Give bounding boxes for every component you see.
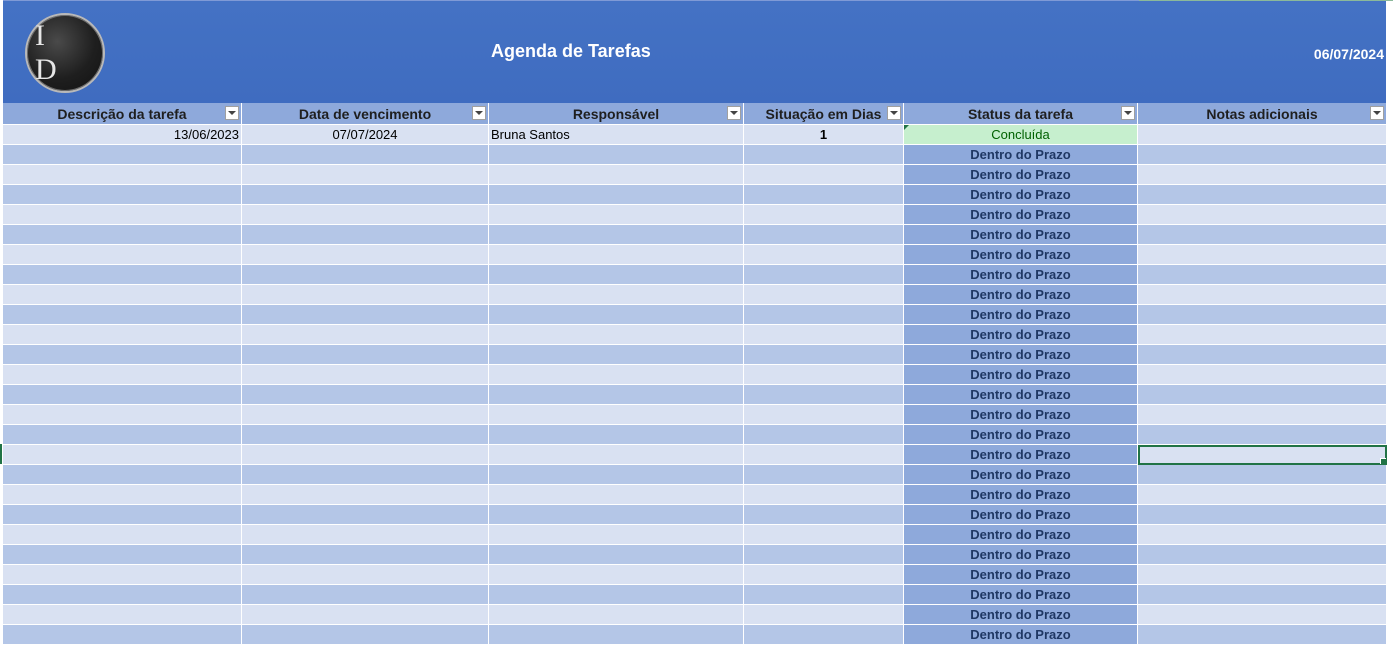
cell-situacao[interactable]: 1 [744,125,904,145]
cell-vencimento[interactable] [242,445,489,465]
cell-situacao[interactable] [744,405,904,425]
cell-descricao[interactable]: 13/06/2023 [3,125,242,145]
cell-status[interactable]: Dentro do Prazo [904,145,1138,165]
column-header-notas[interactable] [1138,103,1387,125]
cell-descricao[interactable] [3,545,242,565]
cell-notas[interactable] [1138,125,1387,145]
filter-dropdown-icon[interactable] [225,106,239,120]
sheet-gridline [1139,0,1393,1]
cell-situacao[interactable] [744,185,904,205]
table-row [3,585,1387,605]
cell-descricao[interactable] [3,165,242,185]
cell-responsavel[interactable] [489,505,744,525]
cell-situacao[interactable] [744,365,904,385]
cell-vencimento[interactable] [242,405,489,425]
cell-status[interactable]: Dentro do Prazo [904,445,1138,465]
cell-descricao[interactable] [3,485,242,505]
cell-descricao[interactable] [3,325,242,345]
cell-responsavel[interactable] [489,465,744,485]
cell-notas[interactable] [1138,185,1387,205]
cell-vencimento[interactable] [242,165,489,185]
cell-situacao[interactable] [744,385,904,405]
cell-responsavel[interactable] [489,585,744,605]
cell-responsavel[interactable] [489,625,744,645]
cell-vencimento[interactable] [242,425,489,445]
cell-responsavel[interactable] [489,185,744,205]
cell-descricao[interactable] [3,505,242,525]
cell-vencimento[interactable] [242,245,489,265]
cell-vencimento[interactable] [242,585,489,605]
cell-vencimento[interactable] [242,325,489,345]
cell-situacao[interactable] [744,505,904,525]
cell-descricao[interactable] [3,185,242,205]
logo-text: I D [35,19,67,86]
cell-situacao[interactable] [744,245,904,265]
cell-status[interactable]: Dentro do Prazo [904,225,1138,245]
cell-descricao[interactable] [3,405,242,425]
cell-responsavel[interactable] [489,365,744,385]
table-row [3,485,1387,505]
column-header-vencimento[interactable] [242,103,489,125]
column-header-label: Notas adicionais [1206,106,1318,122]
column-header-descricao[interactable] [3,103,242,125]
cell-responsavel[interactable] [489,425,744,445]
cell-situacao[interactable] [744,565,904,585]
cell-vencimento[interactable] [242,565,489,585]
column-header-label: Situação em Dias [765,106,882,122]
cell-responsavel[interactable] [489,445,744,465]
cell-status[interactable]: Dentro do Prazo [904,205,1138,225]
cell-situacao[interactable] [744,305,904,325]
cell-notas[interactable] [1138,405,1387,425]
cell-descricao[interactable] [3,205,242,225]
table-row [3,185,1387,205]
cell-notas[interactable] [1138,445,1387,465]
cell-notas[interactable] [1138,565,1387,585]
table-row [3,225,1387,245]
cell-status[interactable]: Dentro do Prazo [904,585,1138,605]
cell-status[interactable]: Dentro do Prazo [904,565,1138,585]
cell-notas[interactable] [1138,585,1387,605]
cell-responsavel[interactable] [489,605,744,625]
cell-status[interactable]: Dentro do Prazo [904,385,1138,405]
cell-situacao[interactable] [744,625,904,645]
cell-situacao[interactable] [744,585,904,605]
table-row [3,305,1387,325]
column-header-situacao[interactable] [744,103,904,125]
cell-notas[interactable] [1138,265,1387,285]
cell-status[interactable]: Dentro do Prazo [904,365,1138,385]
cell-situacao[interactable] [744,445,904,465]
cell-notas[interactable] [1138,285,1387,305]
table-row [3,125,1387,145]
column-header-label: Descrição da tarefa [57,106,187,122]
cell-status[interactable]: Concluída [904,125,1138,145]
cell-vencimento[interactable] [242,505,489,525]
cell-vencimento[interactable] [242,205,489,225]
table-row [3,205,1387,225]
task-table [3,103,1387,645]
cell-descricao[interactable] [3,625,242,645]
table-row [3,525,1387,545]
cell-notas[interactable] [1138,605,1387,625]
cell-situacao[interactable] [744,545,904,565]
cell-notas[interactable] [1138,365,1387,385]
cell-vencimento[interactable] [242,365,489,385]
table-row [3,285,1387,305]
table-header-row [3,103,1387,125]
cell-notas[interactable] [1138,225,1387,245]
cell-status[interactable]: Dentro do Prazo [904,285,1138,305]
cell-responsavel[interactable] [489,265,744,285]
cell-responsavel[interactable] [489,405,744,425]
cell-status[interactable]: Dentro do Prazo [904,605,1138,625]
cell-descricao[interactable] [3,525,242,545]
cell-responsavel[interactable] [489,325,744,345]
cell-notas[interactable] [1138,385,1387,405]
cell-responsavel[interactable] [489,305,744,325]
filter-dropdown-icon[interactable] [1370,106,1384,120]
table-row [3,365,1387,385]
cell-notas[interactable] [1138,165,1387,185]
cell-notas[interactable] [1138,345,1387,365]
cell-responsavel[interactable] [489,545,744,565]
filter-dropdown-icon[interactable] [887,106,901,120]
table-row [3,245,1387,265]
cell-situacao[interactable] [744,145,904,165]
table-row [3,345,1387,365]
cell-vencimento[interactable] [242,485,489,505]
cell-responsavel[interactable] [489,285,744,305]
cell-vencimento[interactable] [242,625,489,645]
cell-status[interactable]: Dentro do Prazo [904,265,1138,285]
sheet-header-banner [3,0,1386,103]
column-header-responsavel[interactable] [489,103,744,125]
company-logo [25,13,105,93]
cell-situacao[interactable] [744,465,904,485]
cell-notas[interactable] [1138,625,1387,645]
cell-situacao[interactable] [744,205,904,225]
column-header-label: Status da tarefa [967,106,1074,122]
table-row [3,545,1387,565]
column-header-label: Responsável [572,106,660,122]
cell-descricao[interactable] [3,265,242,285]
filter-dropdown-icon[interactable] [472,106,486,120]
cell-descricao[interactable] [3,585,242,605]
cell-status[interactable]: Dentro do Prazo [904,185,1138,205]
cell-status[interactable]: Dentro do Prazo [904,405,1138,425]
table-row [3,385,1387,405]
cell-situacao[interactable] [744,325,904,345]
table-row [3,425,1387,445]
cell-responsavel[interactable] [489,565,744,585]
cell-vencimento[interactable] [242,305,489,325]
cell-responsavel[interactable] [489,345,744,365]
table-row [3,265,1387,285]
cell-status[interactable]: Dentro do Prazo [904,505,1138,525]
cell-notas[interactable] [1138,545,1387,565]
cell-responsavel[interactable] [489,225,744,245]
cell-notas[interactable] [1138,485,1387,505]
column-header-label: Data de vencimento [298,106,432,122]
cell-status[interactable]: Dentro do Prazo [904,305,1138,325]
cell-notas[interactable] [1138,465,1387,485]
cell-situacao[interactable] [744,165,904,185]
cell-descricao[interactable] [3,225,242,245]
cell-notas[interactable] [1138,325,1387,345]
fill-handle[interactable] [1380,458,1387,465]
current-date[interactable]: 06/07/2024 [1313,46,1384,62]
cell-vencimento[interactable] [242,545,489,565]
cell-vencimento[interactable] [242,525,489,545]
cell-descricao[interactable] [3,425,242,445]
cell-vencimento[interactable] [242,285,489,305]
cell-descricao[interactable] [3,345,242,365]
cell-descricao[interactable] [3,245,242,265]
cell-descricao[interactable] [3,565,242,585]
filter-dropdown-icon[interactable] [1121,106,1135,120]
cell-descricao[interactable] [3,285,242,305]
cell-notas[interactable] [1138,505,1387,525]
cell-status[interactable]: Dentro do Prazo [904,425,1138,445]
cell-descricao[interactable] [3,145,242,165]
cell-status[interactable]: Dentro do Prazo [904,165,1138,185]
cell-responsavel[interactable] [489,145,744,165]
table-row [3,565,1387,585]
cell-descricao[interactable] [3,465,242,485]
table-row [3,325,1387,345]
cell-vencimento[interactable]: 07/07/2024 [242,125,489,145]
cell-vencimento[interactable] [242,265,489,285]
table-row [3,445,1387,465]
cell-responsavel[interactable] [489,525,744,545]
cell-vencimento[interactable] [242,385,489,405]
cell-descricao[interactable] [3,605,242,625]
cell-status[interactable]: Dentro do Prazo [904,465,1138,485]
cell-responsavel[interactable]: Bruna Santos [489,125,744,145]
cell-situacao[interactable] [744,345,904,365]
cell-situacao[interactable] [744,485,904,505]
cell-responsavel[interactable] [489,485,744,505]
column-header-status[interactable] [904,103,1138,125]
cell-descricao[interactable] [3,385,242,405]
cell-status[interactable]: Dentro do Prazo [904,325,1138,345]
cell-responsavel[interactable] [489,385,744,405]
cell-situacao[interactable] [744,425,904,445]
cell-status[interactable]: Dentro do Prazo [904,525,1138,545]
cell-vencimento[interactable] [242,465,489,485]
cell-status[interactable]: Dentro do Prazo [904,485,1138,505]
cell-notas[interactable] [1138,425,1387,445]
cell-descricao[interactable] [3,365,242,385]
cell-situacao[interactable] [744,525,904,545]
cell-vencimento[interactable] [242,145,489,165]
cell-status[interactable]: Dentro do Prazo [904,625,1138,645]
table-row [3,465,1387,485]
cell-situacao[interactable] [744,285,904,305]
cell-notas[interactable] [1138,245,1387,265]
cell-responsavel[interactable] [489,165,744,185]
cell-situacao[interactable] [744,225,904,245]
table-row [3,145,1387,165]
cell-status[interactable]: Dentro do Prazo [904,545,1138,565]
cell-vencimento[interactable] [242,185,489,205]
cell-responsavel[interactable] [489,205,744,225]
page-title[interactable]: Agenda de Tarefas [491,41,651,61]
cell-notas[interactable] [1138,145,1387,165]
cell-vencimento[interactable] [242,225,489,245]
cell-vencimento[interactable] [242,605,489,625]
cell-notas[interactable] [1138,525,1387,545]
cell-notas[interactable] [1138,305,1387,325]
cell-vencimento[interactable] [242,345,489,365]
cell-descricao[interactable] [3,305,242,325]
cell-responsavel[interactable] [489,245,744,265]
table-row [3,625,1387,645]
cell-situacao[interactable] [744,605,904,625]
table-row [3,165,1387,185]
table-row [3,405,1387,425]
active-row-marker [0,444,2,464]
filter-dropdown-icon[interactable] [727,106,741,120]
table-row [3,505,1387,525]
cell-status[interactable]: Dentro do Prazo [904,245,1138,265]
cell-status[interactable]: Dentro do Prazo [904,345,1138,365]
table-row [3,605,1387,625]
cell-descricao[interactable] [3,445,242,465]
cell-notas[interactable] [1138,205,1387,225]
cell-situacao[interactable] [744,265,904,285]
